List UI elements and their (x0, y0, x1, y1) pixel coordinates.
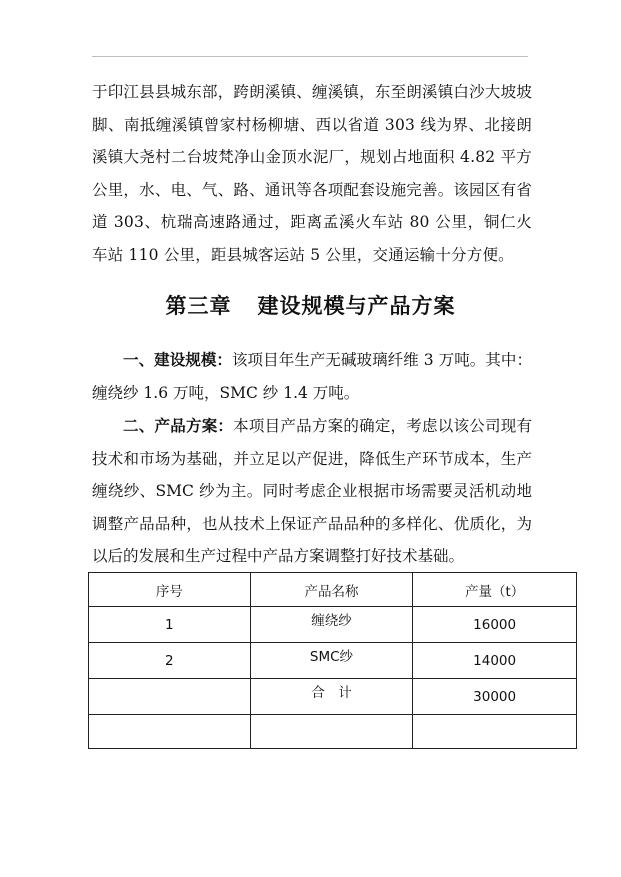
chapter-number: 第三章 (165, 293, 232, 318)
chapter-title (0, 290, 621, 320)
cell-empty (89, 715, 251, 749)
cell-total-output: 30000 (413, 679, 577, 715)
scale-text: 该项目年生产无碱玻璃纤维 3 万吨。其中：缠绕纱 1.6 万吨，SMC 纱 1.4 万吨。 (92, 351, 532, 402)
header-rule (92, 56, 528, 57)
cell-seq (89, 679, 251, 715)
header-output: 产量（t） (413, 573, 577, 607)
header-seq: 序号 (89, 573, 251, 607)
table-header-row (89, 573, 577, 607)
product-table (88, 572, 577, 749)
product-paragraph (92, 410, 532, 573)
table-row (89, 643, 577, 679)
table-row-total (89, 679, 577, 715)
table-row-empty (89, 715, 577, 749)
product-lead: 二、产品方案： (123, 416, 234, 435)
intro-paragraph: 于印江县县城东部，跨朗溪镇、缠溪镇，东至朗溪镇白沙大坡坡脚、南抵缠溪镇曾家村杨柳塘、西以省道 303 线为界、北接朗溪镇大尧村二台坡梵净山金顶水泥厂，规划占地面积 4.82 平方公里，水、电、气、路、通讯等各项配套设施完善。该园区有省道 303、杭瑞高速路通过，距离孟溪火车站 80 公里，铜仁火车站 110 公里，距县城客运站 5 公里，交通运输十分方便。 (92, 83, 532, 264)
cell-seq: 2 (89, 643, 251, 679)
cell-product-name: 缠绕纱 (250, 607, 413, 643)
header-product-name: 产品名称 (250, 573, 413, 607)
cell-total-label: 合 计 (250, 679, 413, 715)
cell-empty (250, 715, 413, 749)
cell-output: 14000 (413, 643, 577, 679)
cell-seq: 1 (89, 607, 251, 643)
scale-lead: 一、建设规模： (123, 350, 232, 369)
cell-output: 16000 (413, 607, 577, 643)
product-text: 本项目产品方案的确定，考虑以该公司现有技术和市场为基础，并立足以产促进，降低生产环节成本，生产缠绕纱、SMC 纱为主。同时考虑企业根据市场需要灵活机动地调整产品品种，也从技术上保证产品品种的多样化、优质化，为以后的发展和生产过程中产品方案调整打好技术基础。 (92, 417, 532, 565)
chapter-heading: 建设规模与产品方案 (257, 293, 456, 318)
cell-product-name: SMC纱 (250, 643, 413, 679)
table-row (89, 607, 577, 643)
scale-paragraph (92, 344, 532, 409)
cell-empty (413, 715, 577, 749)
